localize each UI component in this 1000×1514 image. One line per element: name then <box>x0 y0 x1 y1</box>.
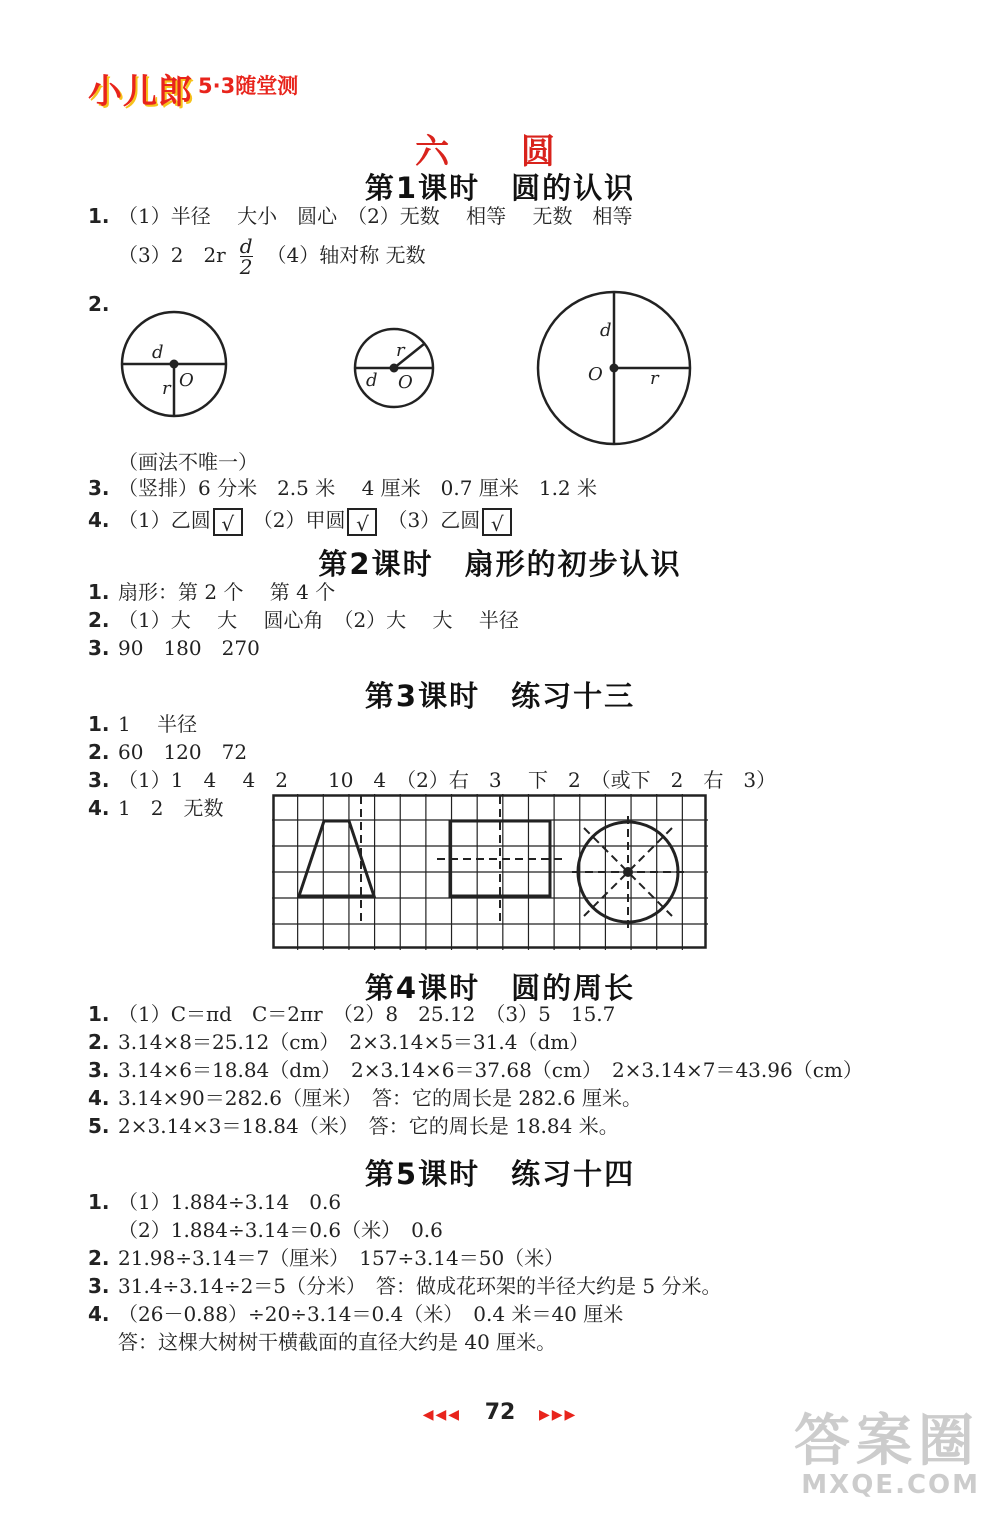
svg-text:d: d <box>152 342 164 363</box>
circle-diagrams <box>100 288 720 458</box>
right-arrows-icon: ▶▶▶ <box>538 1407 578 1423</box>
lesson-2-title: 第2课时 扇形的初步认识 <box>318 547 682 581</box>
check-mark-box: √ <box>213 508 243 536</box>
l4-q1: 1. （1）C＝πd C＝2πr （2）8 25.12 （3）5 15.7 <box>88 1002 616 1026</box>
lesson-4-title: 第4课时 圆的周长 <box>364 971 636 1005</box>
l4-q2: 2. 3.14×8＝25.12（cm） 2×3.14×5＝31.4（dm） <box>88 1030 590 1054</box>
l5-q4b: 答：这棵大树树干横截面的直径大约是 40 厘米。 <box>118 1330 557 1354</box>
l5-q1b: （2）1.884÷3.14＝0.6（米） 0.6 <box>118 1218 443 1242</box>
svg-text:d: d <box>600 320 612 341</box>
svg-text:O: O <box>398 372 413 393</box>
l5-q2: 2. 21.98÷3.14＝7（厘米） 157÷3.14＝50（米） <box>88 1246 565 1270</box>
l1-q3: 3. （竖排）6 分米 2.5 米 4 厘米 0.7 厘米 1.2 米 <box>88 476 598 500</box>
l1-q1b: （3）2 2r $\frac{d}{2}$ （4）轴对称 无数 <box>118 234 426 279</box>
circle-3 <box>538 292 690 444</box>
l3-q2: 2. 60 120 72 <box>88 740 248 764</box>
watermark <box>794 1409 980 1500</box>
page-number: 72 <box>484 1400 516 1425</box>
left-arrows-icon: ◀◀◀ <box>422 1407 462 1423</box>
check-mark-box: √ <box>347 508 377 536</box>
l2-q1: 1. 扇形：第 2 个 第 4 个 <box>88 580 336 604</box>
symmetry-grid <box>272 794 708 950</box>
svg-text:O: O <box>588 364 603 385</box>
l2-q3: 3. 90 180 270 <box>88 636 260 660</box>
l1-q4: 4. （1）乙圆 √ （2）甲圆 √ （3）乙圆 √ <box>88 506 512 536</box>
l2-q2: 2. （1）大 大 圆心角 （2）大 大 半径 <box>88 608 519 632</box>
l1-q2-note: （画法不唯一） <box>118 450 258 474</box>
fraction-d-over-2: $\frac{d}{2}$ <box>239 234 253 279</box>
check-mark-box: √ <box>482 508 512 536</box>
svg-text:r: r <box>396 340 405 361</box>
lesson-3-title: 第3课时 练习十三 <box>364 679 636 713</box>
l4-q3: 3. 3.14×6＝18.84（dm） 2×3.14×6＝37.68（cm） 2×3.14×7＝43.96（cm） <box>88 1058 863 1082</box>
l1-q1a: 1. （1）半径 大小 圆心 （2）无数 相等 无数 相等 <box>88 204 633 228</box>
brand-logo: 小儿郎 <box>88 72 193 112</box>
lesson-5-title: 第5课时 练习十四 <box>364 1157 636 1191</box>
svg-text:r: r <box>162 378 171 399</box>
watermark-url: MXQE.COM <box>801 1470 980 1500</box>
l5-q3: 3. 31.4÷3.14÷2＝5（分米） 答：做成花环架的半径大约是 5 分米。 <box>88 1274 722 1298</box>
l1-q2-number: 2. <box>88 292 110 316</box>
lesson-1-title: 第1课时 圆的认识 <box>364 171 636 205</box>
l4-q5: 5. 2×3.14×3＝18.84（米） 答：它的周长是 18.84 米。 <box>88 1114 619 1138</box>
l3-q4: 4. 1 2 无数 <box>88 796 224 820</box>
circle-1 <box>122 312 226 416</box>
watermark-title: 答案圈 <box>794 1409 980 1474</box>
l4-q4: 4. 3.14×90＝282.6（厘米） 答：它的周长是 282.6 厘米。 <box>88 1086 642 1110</box>
circle-2 <box>355 329 433 407</box>
l3-q1: 1. 1 半径 <box>88 712 198 736</box>
svg-text:d: d <box>366 370 378 391</box>
l5-q1a: 1. （1）1.884÷3.14 0.6 <box>88 1190 342 1214</box>
series-name: 5·3随堂测 <box>198 74 299 98</box>
svg-text:O: O <box>179 370 194 391</box>
l3-q3: 3. （1）1 4 4 2 10 4 （2）右 3 下 2 （或下 2 右 3） <box>88 768 777 792</box>
unit-title: 六 圆 <box>415 132 585 172</box>
l5-q4a: 4. （26－0.88）÷20÷3.14＝0.4（米） 0.4 米＝40 厘米 <box>88 1302 624 1326</box>
svg-text:r: r <box>650 368 659 389</box>
